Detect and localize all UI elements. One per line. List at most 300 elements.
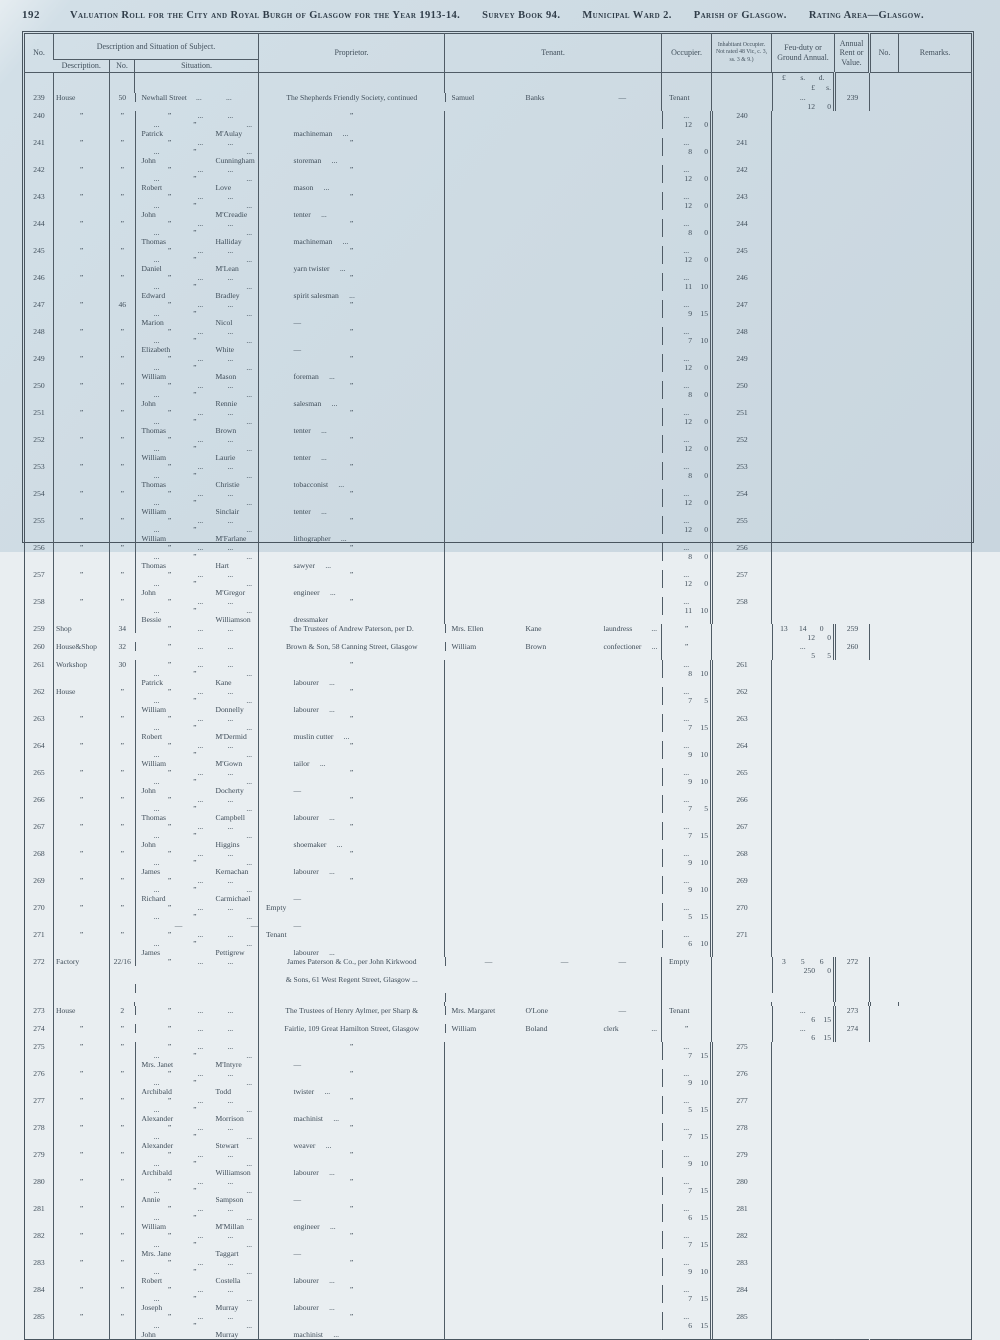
dots: ... xyxy=(329,813,335,822)
dots: ... xyxy=(246,471,253,480)
tenant-surname: Kane xyxy=(525,624,542,633)
cell-situation xyxy=(135,642,259,651)
ditto-mark: ” xyxy=(120,1204,124,1213)
tenant-surname: Mason xyxy=(215,372,237,381)
dots: ... xyxy=(197,1258,204,1267)
table-header xyxy=(25,34,972,73)
ditto-mark: ” xyxy=(193,444,197,453)
ditto-mark: ” xyxy=(349,219,354,228)
ditto-mark: ” xyxy=(193,777,197,786)
cell-street-no xyxy=(110,1150,135,1177)
cell-situation xyxy=(135,957,259,966)
ditto-mark: ” xyxy=(349,1258,354,1267)
ditto-mark: ” xyxy=(193,696,197,705)
dots: ... xyxy=(197,435,204,444)
description-text: Factory xyxy=(56,957,80,966)
cell-no-right: 250 xyxy=(712,381,772,408)
dots: ... xyxy=(683,795,690,804)
cell-street-no xyxy=(110,624,135,642)
ditto-mark: ” xyxy=(120,768,124,777)
dots: ... xyxy=(227,1123,234,1132)
ditto-mark: ” xyxy=(79,1285,84,1294)
tenant-first-name: John xyxy=(141,840,156,849)
dots: ... xyxy=(153,1105,160,1114)
description-text: House&Shop xyxy=(56,642,97,651)
cell-remarks xyxy=(870,624,899,642)
cell-proprietor xyxy=(135,912,259,921)
ditto-mark: ” xyxy=(349,849,354,858)
cell-remarks xyxy=(772,111,835,138)
cell-tenant xyxy=(135,291,355,300)
rent-pounds: 7 xyxy=(688,1294,693,1303)
col-header-tenant: Tenant. xyxy=(445,34,662,73)
tenant-first-name: Thomas xyxy=(141,561,166,570)
cell-annual-rent xyxy=(662,1051,711,1060)
ditto-mark: ” xyxy=(79,219,84,228)
ditto-mark: ” xyxy=(120,327,124,336)
cell-no: 239 xyxy=(33,93,45,102)
dots: ... xyxy=(246,831,253,840)
ditto-mark: ” xyxy=(193,669,197,678)
ditto-mark: ” xyxy=(349,570,354,579)
cell-annual-rent xyxy=(662,1078,711,1087)
ditto-mark: ” xyxy=(167,768,172,777)
occupier-text: Empty xyxy=(669,957,690,966)
tenant-first-name: Annie xyxy=(141,1195,161,1204)
tenant-surname: Campbell xyxy=(215,813,246,822)
table-row xyxy=(25,1231,972,1258)
ditto-mark: ” xyxy=(120,930,124,939)
cell-inhabitant-occupier xyxy=(445,489,662,516)
cell-feu-duty xyxy=(662,408,711,417)
rent-shillings: 0 xyxy=(704,498,709,507)
dots: ... xyxy=(329,678,335,687)
tenant-first-name: Mrs. Ellen xyxy=(451,624,484,633)
table-row xyxy=(25,1024,972,1042)
dots: ... xyxy=(197,714,204,723)
cell-street-no xyxy=(110,1177,135,1204)
table-row xyxy=(25,1069,972,1096)
rent-pounds: 9 xyxy=(688,750,693,759)
cell-annual-rent xyxy=(662,804,711,813)
tenant-surname: Williamson xyxy=(215,615,251,624)
dots: ... xyxy=(227,768,234,777)
tenant-occupation: — xyxy=(618,1006,627,1015)
cell-proprietor xyxy=(135,255,259,264)
rent-shillings: 10 xyxy=(700,885,709,894)
cell-remarks xyxy=(772,1069,835,1096)
ditto-mark: ” xyxy=(120,1042,124,1051)
dots: ... xyxy=(246,417,253,426)
proprietor-text: James Paterson & Co., per John Kirkwood xyxy=(287,957,417,966)
cell-remarks xyxy=(772,462,835,489)
cell-annual-rent xyxy=(772,1033,834,1042)
dots: ... xyxy=(153,174,160,183)
cell-inhabitant-occupier xyxy=(445,192,662,219)
cell-description xyxy=(54,1177,110,1204)
ditto-mark: ” xyxy=(79,795,84,804)
cell-street-no xyxy=(110,489,135,516)
dots: ... xyxy=(153,858,160,867)
parish: Parish of Glasgow. xyxy=(693,10,787,21)
tenant-surname: Murray xyxy=(215,1330,239,1339)
ditto-mark: ” xyxy=(193,723,197,732)
dots: ... xyxy=(683,1042,690,1051)
ditto-mark: ” xyxy=(79,849,84,858)
dots: ... xyxy=(153,606,160,615)
dots: ... xyxy=(197,795,204,804)
ditto-mark: ” xyxy=(349,1204,354,1213)
proprietor-text: & Sons, 61 West Regent Street, Glasgow ... xyxy=(285,975,418,984)
ditto-mark: ” xyxy=(79,192,84,201)
cell-tenant xyxy=(135,210,327,219)
dots: ... xyxy=(197,219,204,228)
cell-annual-rent xyxy=(662,669,711,678)
dots: ... xyxy=(227,660,234,669)
cell-annual-rent xyxy=(662,1213,711,1222)
feu-duty-value: 6 xyxy=(819,957,824,966)
cell-remarks xyxy=(772,300,835,327)
cell-remarks xyxy=(772,876,835,903)
money-unit-label: £ xyxy=(782,73,786,82)
cell-situation xyxy=(135,876,259,885)
rent-shillings: 0 xyxy=(704,579,709,588)
cell-situation xyxy=(135,489,259,498)
tenant-first-name: Mrs. Janet xyxy=(141,1060,174,1069)
table-row xyxy=(25,138,972,165)
rent-shillings: 10 xyxy=(700,939,709,948)
tenant-surname: Higgins xyxy=(215,840,240,849)
cell-annual-rent xyxy=(662,831,711,840)
ditto-mark: ” xyxy=(120,1231,124,1240)
cell-tenant xyxy=(135,840,343,849)
cell-proprietor xyxy=(135,120,259,129)
ditto-mark: ” xyxy=(349,822,354,831)
ditto-mark: ” xyxy=(349,327,354,336)
cell-proprietor xyxy=(135,525,259,534)
filler-cell xyxy=(835,1339,870,1340)
ditto-mark: ” xyxy=(79,903,84,912)
cell-inhabitant-occupier xyxy=(445,1258,662,1285)
table-row xyxy=(25,903,972,930)
cell-no-right: 239 xyxy=(835,93,870,111)
dots: ... xyxy=(153,363,160,372)
ditto-mark: ” xyxy=(349,1150,354,1159)
cell-description xyxy=(54,111,110,138)
rent-shillings: 10 xyxy=(700,777,709,786)
rent-pounds: 6 xyxy=(811,1015,816,1024)
cell-remarks xyxy=(870,642,899,660)
cell-feu-duty xyxy=(772,1024,834,1033)
tenant-surname: M'Gregor xyxy=(215,588,246,597)
dots: ... xyxy=(246,120,253,129)
cell-situation xyxy=(135,219,259,228)
ditto-mark: ” xyxy=(167,1258,172,1267)
tenant-first-name: William xyxy=(141,759,167,768)
cell-street-no xyxy=(110,957,135,975)
document-title: Valuation Roll for the City and Royal Burgh of Glasgow for the Year 1913-14. xyxy=(70,10,461,21)
cell-tenant xyxy=(445,73,662,94)
dots: ... xyxy=(246,885,253,894)
dots: ... xyxy=(683,1285,690,1294)
filler-cell xyxy=(870,1339,899,1340)
cell-inhabitant-occupier xyxy=(445,300,662,327)
tenant-surname: M'Millan xyxy=(215,1222,244,1231)
cell-proprietor xyxy=(135,444,259,453)
tenant-occupation: laundress xyxy=(603,624,633,633)
cell-remarks xyxy=(772,1096,835,1123)
ditto-mark: ” xyxy=(349,876,354,885)
cell-no-right: 240 xyxy=(712,111,772,138)
dots: ... xyxy=(196,93,202,102)
table-row xyxy=(25,1096,972,1123)
ditto-mark: ” xyxy=(193,417,197,426)
cell-annual-rent xyxy=(662,1159,711,1168)
ditto-mark: ” xyxy=(193,750,197,759)
cell-description xyxy=(54,714,110,741)
cell-tenant xyxy=(135,399,338,408)
dots: ... xyxy=(153,282,160,291)
dots: ... xyxy=(197,246,204,255)
cell-no: 284 xyxy=(33,1285,45,1294)
cell-feu-duty xyxy=(662,849,711,858)
ditto-mark: ” xyxy=(193,1105,197,1114)
cell-inhabitant-occupier xyxy=(445,849,662,876)
table-row xyxy=(25,741,972,768)
cell-description xyxy=(54,795,110,822)
cell-street-no xyxy=(110,300,135,327)
table-row xyxy=(25,462,972,489)
cell-situation xyxy=(135,543,259,552)
cell-no: 247 xyxy=(33,300,45,309)
dots: ... xyxy=(227,300,234,309)
cell-feu-duty xyxy=(662,192,711,201)
description-text: Workshop xyxy=(56,660,88,669)
ditto-mark: ” xyxy=(349,111,354,120)
cell-street-no xyxy=(110,165,135,192)
ditto-mark: ” xyxy=(349,1177,354,1186)
dots: ... xyxy=(197,543,204,552)
table-row xyxy=(25,408,972,435)
dots: ... xyxy=(246,1186,253,1195)
cell-tenant xyxy=(445,993,662,1002)
rent-shillings: 15 xyxy=(700,1213,709,1222)
cell-remarks xyxy=(772,354,835,381)
cell-remarks xyxy=(772,435,835,462)
dots: ... xyxy=(227,1024,234,1033)
dots: ... xyxy=(197,462,204,471)
rent-pounds: 6 xyxy=(688,1213,693,1222)
ditto-mark: ” xyxy=(193,552,197,561)
cell-inhabitant-occupier xyxy=(445,876,662,903)
table-row xyxy=(25,516,972,543)
dots: ... xyxy=(227,381,234,390)
ditto-mark: ” xyxy=(79,327,84,336)
cell-description xyxy=(54,300,110,327)
cell-no: 274 xyxy=(33,1024,45,1033)
dots: ... xyxy=(683,903,690,912)
rent-shillings: 15 xyxy=(700,1321,709,1330)
dots: ... xyxy=(227,1258,234,1267)
ditto-mark: ” xyxy=(120,543,124,552)
cell-feu-duty xyxy=(662,300,711,309)
cell-street-no xyxy=(110,138,135,165)
tenant-surname: Docherty xyxy=(215,786,244,795)
cell-feu-duty xyxy=(662,1285,711,1294)
dots: ... xyxy=(246,309,253,318)
cell-annual-rent xyxy=(662,255,711,264)
rent-pounds: 7 xyxy=(688,1051,693,1060)
rent-shillings: 10 xyxy=(700,336,709,345)
ditto-mark: ” xyxy=(349,192,354,201)
dots: ... xyxy=(227,1204,234,1213)
cell-no-right: 259 xyxy=(835,624,870,642)
dots: ... xyxy=(246,1159,253,1168)
rent-shillings: 15 xyxy=(700,1105,709,1114)
rent-shillings: 0 xyxy=(704,444,709,453)
cell-occupier xyxy=(662,73,712,94)
cell-no-right: 251 xyxy=(712,408,772,435)
rent-pounds: 8 xyxy=(688,552,693,561)
ditto-mark: ” xyxy=(193,1213,197,1222)
tenant-occupation: — xyxy=(293,786,302,795)
tenant-first-name: — xyxy=(174,921,183,930)
cell-inhabitant-occupier xyxy=(445,462,662,489)
cell-situation xyxy=(135,849,259,858)
rent-pounds: 12 xyxy=(684,120,693,129)
dots: ... xyxy=(153,201,160,210)
ditto-mark: ” xyxy=(167,516,172,525)
rent-pounds: 12 xyxy=(684,579,693,588)
dots: ... xyxy=(153,390,160,399)
cell-annual-rent xyxy=(662,201,711,210)
ditto-mark: ” xyxy=(167,1312,172,1321)
cell-remarks xyxy=(772,849,835,876)
occupier-text: Empty xyxy=(266,903,287,912)
cell-inhabitant-occupier xyxy=(445,1312,662,1339)
dots: ... xyxy=(329,1168,335,1177)
cell-street-no xyxy=(110,246,135,273)
ditto-mark: ” xyxy=(120,876,124,885)
ditto-mark: ” xyxy=(79,273,84,282)
ditto-mark: ” xyxy=(79,489,84,498)
ditto-mark: ” xyxy=(120,903,124,912)
cell-feu-duty xyxy=(662,354,711,363)
ditto-mark: ” xyxy=(193,831,197,840)
cell-feu-duty xyxy=(662,462,711,471)
ditto-mark: ” xyxy=(167,300,172,309)
cell-feu-duty xyxy=(772,642,834,651)
cell-feu-duty xyxy=(662,741,711,750)
col-header-annual-rent: Annual Rent or Value. xyxy=(835,34,870,73)
cell-occupier xyxy=(662,93,712,111)
cell-situation xyxy=(135,1231,259,1240)
rent-pounds: 12 xyxy=(807,633,816,642)
cell-feu-duty xyxy=(662,1069,711,1078)
rent-shillings: 0 xyxy=(704,417,709,426)
ditto-mark: ” xyxy=(167,1231,172,1240)
cell-no: 252 xyxy=(33,435,45,444)
cell-street-no xyxy=(110,975,135,1002)
rent-pounds: 7 xyxy=(688,336,693,345)
description-text: House xyxy=(56,93,76,102)
tenant-surname: Nicol xyxy=(215,318,233,327)
col-header-group-desc-situation: Description and Situation of Subject. xyxy=(54,34,259,60)
dots: ... xyxy=(227,462,234,471)
cell-feu-duty xyxy=(662,381,711,390)
dots: ... xyxy=(246,498,253,507)
ditto-mark: ” xyxy=(120,138,124,147)
rent-pounds: 9 xyxy=(688,777,693,786)
cell-description xyxy=(54,1096,110,1123)
dots: ... xyxy=(246,444,253,453)
table-row xyxy=(25,1123,972,1150)
ditto-mark: ” xyxy=(167,1123,172,1132)
dots: ... xyxy=(319,759,326,768)
tenant-surname: Sinclair xyxy=(215,507,240,516)
tenant-surname: White xyxy=(215,345,235,354)
cell-street-no xyxy=(110,516,135,543)
cell-no-right: 253 xyxy=(712,462,772,489)
tenant-first-name: Thomas xyxy=(141,813,166,822)
col-header-feu-duty: Feu-duty or Ground Annual. xyxy=(772,34,835,73)
dots: ... xyxy=(651,1024,658,1033)
dots: ... xyxy=(333,1114,340,1123)
ditto-mark: ” xyxy=(120,489,124,498)
table-row xyxy=(25,1312,972,1339)
tenant-occupation: engineer xyxy=(293,1222,320,1231)
ditto-mark: ” xyxy=(79,435,84,444)
tenant-occupation: tobacconist xyxy=(293,480,329,489)
ditto-mark: ” xyxy=(120,246,124,255)
dots: ... xyxy=(331,156,338,165)
dots: ... xyxy=(197,165,204,174)
tenant-surname: Murray xyxy=(215,1303,239,1312)
cell-proprietor xyxy=(135,1321,259,1330)
ditto-mark: ” xyxy=(79,741,84,750)
ditto-mark: ” xyxy=(167,822,172,831)
tenant-first-name: Alexander xyxy=(141,1141,174,1150)
ditto-mark: ” xyxy=(79,381,84,390)
ditto-mark: ” xyxy=(167,849,172,858)
cell-remarks xyxy=(772,246,835,273)
ditto-mark: ” xyxy=(167,642,172,651)
cell-no-right: 246 xyxy=(712,273,772,300)
cell-tenant xyxy=(135,1141,332,1150)
dots: ... xyxy=(329,705,335,714)
cell-description xyxy=(54,741,110,768)
dots: ... xyxy=(683,462,690,471)
tenant-surname: Rennie xyxy=(215,399,238,408)
money-unit-label: s. xyxy=(826,83,832,92)
tenant-first-name: Alexander xyxy=(141,1114,174,1123)
cell-tenant xyxy=(135,237,349,246)
cell-no-right: 285 xyxy=(712,1312,772,1339)
cell-no: 278 xyxy=(33,1123,45,1132)
filler-cell xyxy=(445,1339,662,1340)
tenant-occupation: — xyxy=(293,894,302,903)
dots: ... xyxy=(153,669,160,678)
cell-situation xyxy=(135,516,259,525)
ditto-mark: ” xyxy=(193,1132,197,1141)
table-row xyxy=(25,327,972,354)
dots: ... xyxy=(246,606,253,615)
ditto-mark: ” xyxy=(120,1024,124,1033)
cell-remarks xyxy=(772,219,835,246)
ditto-mark: ” xyxy=(79,111,84,120)
dots: ... xyxy=(227,543,234,552)
dots: ... xyxy=(683,1258,690,1267)
